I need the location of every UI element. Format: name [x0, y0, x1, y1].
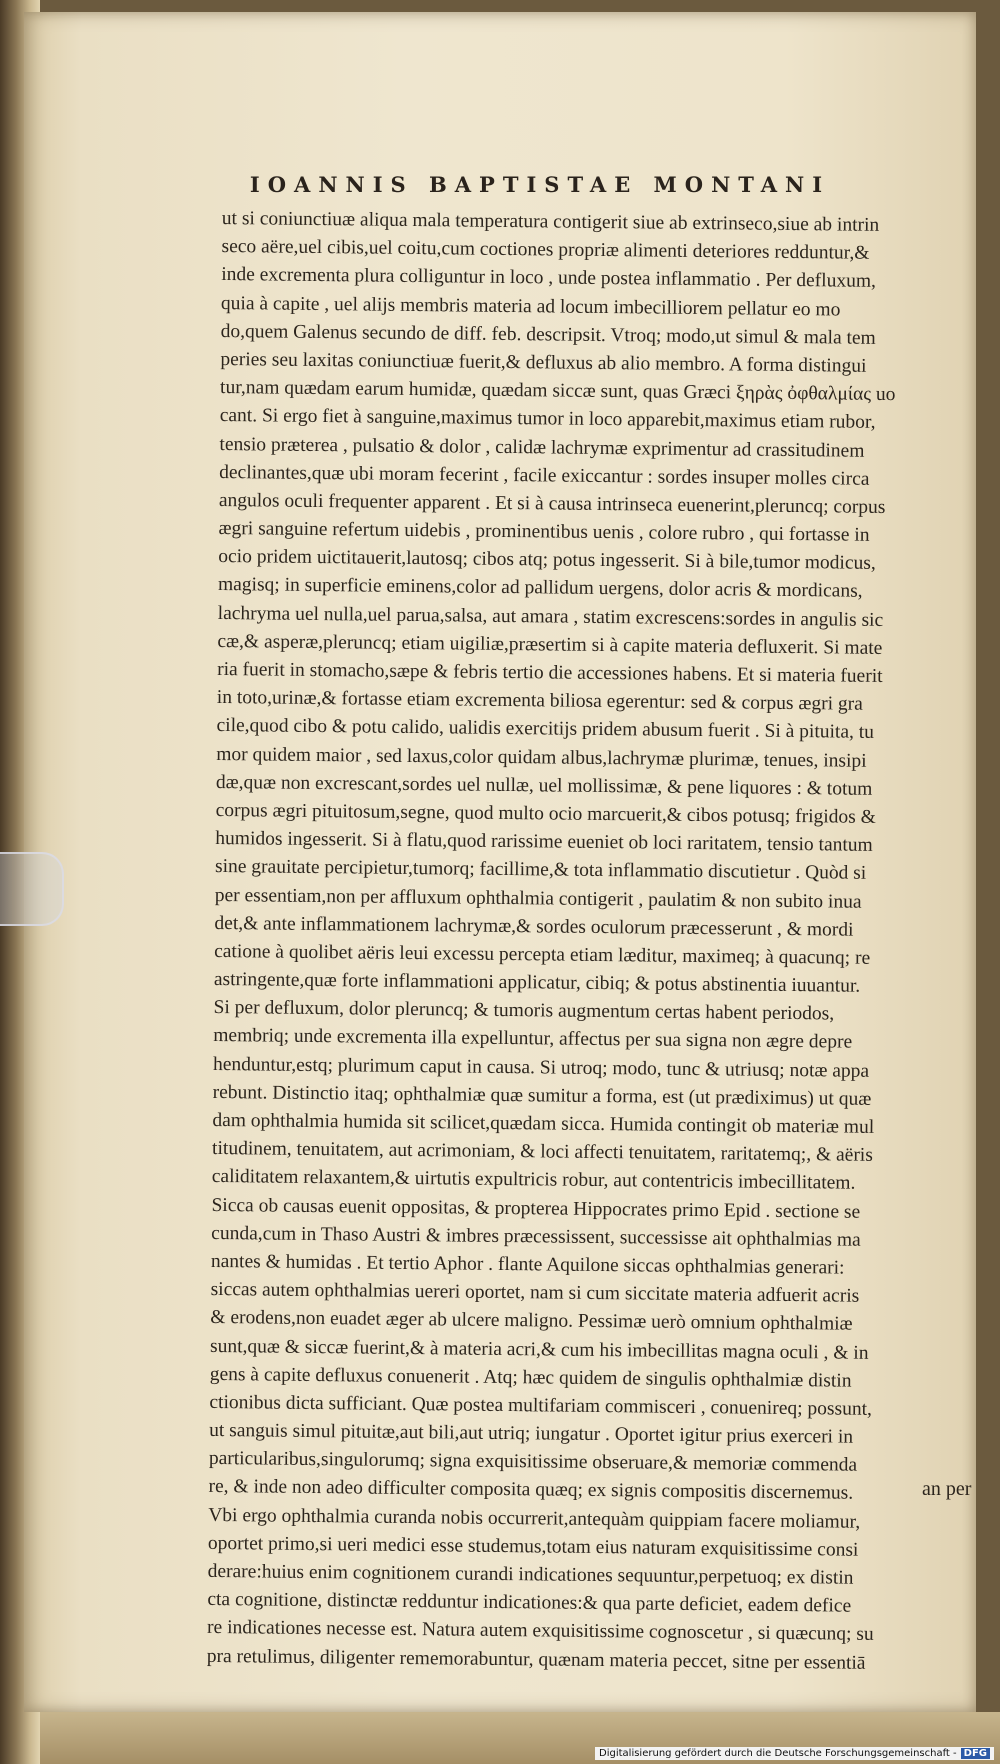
text-line: & erodens,non euadet æger ab ulcere maligno. Pessimæ uerò omnium ophthalmiæ — [210, 1307, 853, 1335]
footer-text: Digitalisierung gefördert durch die Deutsche Forschungsgemeinschaft - — [599, 1748, 957, 1759]
text-line: mor quidem maior , sed laxus,color quidam albus,lachrymæ plurimæ, tenues, insipi — [216, 743, 867, 772]
text-line: catione à quolibet aëris leui excessu percepta etiam læditur, maximeq; à quacunq; re — [214, 940, 871, 969]
text-line: gens à capite defluxus conuenerit . Atq; hæc quidem de singulis ophthalmiæ distin — [209, 1363, 852, 1392]
text-line: quia à capite , uel alijs membris materia ad locum imbecilliorem pellatur eo mo — [220, 292, 841, 321]
digitization-footer — [595, 1747, 994, 1760]
text-line: lachryma uel nulla,uel parua,salsa, aut amara , statim excrescens:sordes in angulis sic — [217, 602, 884, 631]
text-line: particularibus,singulorumq; signa exquisitissime obseruare,& memoriæ commenda — [208, 1448, 858, 1476]
text-line: dam ophthalmia humida sit scilicet,quædam sicca. Humida contingit ob materiæ mul — [212, 1109, 875, 1138]
catchword: an per — [922, 1478, 972, 1500]
text-line: angulos oculi frequenter apparent . Et si à causa intrinseca euenerint,pleruncq; corpus — [218, 489, 886, 518]
text-line: sunt,quæ & siccæ fuerint,& à materia acri,& cum his imbecillitas magna oculi , & in — [209, 1335, 869, 1364]
text-line: do,quem Galenus secundo de diff. feb. descripsit. Vtroq; modo,ut simul & mala tem — [220, 320, 876, 349]
page-clip — [0, 852, 64, 926]
text-line: re, & inde non adeo difficulter composita quæq; ex signis compositis discernemus. — [208, 1476, 854, 1505]
text-line: oportet primo,si ueri medici esse studemus,totam eius naturam exquisitissime consi — [207, 1532, 859, 1561]
text-line: pra retulimus, diligenter rememorabuntur, quænam materia peccet, sitne per essentiā — [206, 1645, 866, 1674]
text-line: nantes & humidas . Et tertio Aphor . flante Aquilone siccas ophthalmias generari: — [210, 1250, 845, 1279]
text-line: ægri sanguine refertum uidebis , prominentibus uenis , colore rubro , qui fortasse in — [218, 518, 870, 546]
text-line: ctionibus dicta sufficiant. Quæ postea multifariam commisceri , conuenireq; possunt, — [209, 1391, 873, 1420]
text-line: humidos ingesserit. Si à flatu,quod rarissime eueniet ob loci raritatem, tensio tantum — [215, 828, 873, 856]
text-line: in toto,urinæ,& fortasse etiam excrementa biliosa egerentur: sed & corpus ægri gra — [216, 687, 863, 715]
text-line: dæ,quæ non excrescant,sordes uel nullæ, uel mollissimæ, & pene liquores : & totum — [215, 771, 873, 800]
text-line: Vbi ergo ophthalmia curanda nobis occurrerit,antequàm quippiam facere moliamur, — [208, 1504, 861, 1533]
text-line: titudinem, tenuitatem, aut acrimoniam, & loci affecti tenuitatem, raritatemq;, & aëris — [212, 1138, 873, 1167]
text-line: seco aëre,uel cibis,uel coitu,cum coctiones propriæ alimenti deteriores redduntur,& — [221, 236, 870, 264]
text-line: ocio pridem uictitauerit,lautosq; cibos atq; potus ingesserit. Si à bile,tumor modicus, — [218, 546, 876, 575]
text-line: Sicca ob causas euenit oppositas, & propterea Hippocrates primo Epid . sectione se — [211, 1194, 861, 1223]
text-line: corpus ægri pituitosum,segne, quod multo ocio marcuerit,& cibos potusq; frigidos & — [215, 799, 876, 828]
text-line: Si per defluxum, dolor pleruncq; & tumoris augmentum certas habent periodos, — [213, 997, 835, 1025]
text-line: cta cognitione, distinctæ redduntur indicationes:& qua parte deficiet, eadem defice — [207, 1589, 852, 1617]
text-line: sine grauitate percipietur,tumorq; facillime,& tota inflammatio discutietur . Quòd si — [214, 856, 867, 885]
text-line: derare:huius enim cognitionem curandi indicationes sequuntur,perpetuoq; ex distin — [207, 1560, 854, 1589]
text-line: rebunt. Distinctio itaq; ophthalmiæ quæ sumitur a forma, est (ut prædiximus) ut quæ — [212, 1081, 872, 1110]
text-line: cunda,cum in Thaso Austri & imbres præcessissent, successisse ait ophthalmias ma — [211, 1222, 861, 1251]
text-line: henduntur,estq; plurimum caput in causa. Si utroq; modo, tunc & utriusq; notæ appa — [212, 1053, 870, 1082]
text-line: tensio præterea , pulsatio & dolor , calidæ lachrymæ exprimentur ad crassitudinem — [219, 433, 865, 462]
text-line: cile,quod cibo & potu calido, ualidis exercitijs pridem abusum fuerit . Si à pituita, tu — [216, 715, 875, 744]
text-line: det,& ante inflammationem lachrymæ,& sordes oculorum præcesserunt , & mordi — [214, 912, 854, 941]
running-header — [0, 172, 1000, 197]
text-line: tur,nam quædam earum humidæ, quædam siccæ sunt, quas Græci ξηρὰς ὀφθαλμίας uo — [219, 377, 896, 406]
text-line: membriq; unde excrementa illa expelluntur, affectus per sua signa non ægre depre — [213, 1025, 853, 1054]
text-line: astringente,quæ forte inflammationi applicatur, cibiq; & potus abstinentia iuuantur. — [213, 969, 861, 997]
text-line: peries seu laxitas coniunctiuæ fuerit,& defluxus ab alio membro. A forma distingui — [220, 348, 867, 377]
text-line: siccas autem ophthalmias uereri oportet, nam si cum siccitate materia adfuerit acris — [210, 1279, 860, 1307]
text-line: ut si coniunctiuæ aliqua mala temperatura contigerit siue ab extrinseco,siue ab intrin — [221, 207, 880, 236]
text-line: re indicationes necesse est. Natura autem exquisitissime cognoscetur , si quæcunq; su — [206, 1617, 874, 1646]
text-line: declinantes,quæ ubi moram fecerint , facile exiccantur : sordes insuper molles circa — [219, 461, 870, 490]
text-line: inde excrementa plura colliguntur in loco , unde postea inflammatio . Per defluxum, — [221, 264, 877, 293]
running-header-text: IOANNIS BAPTISTAE MONTANI — [249, 172, 831, 197]
text-line: caliditatem relaxantem,& uirtutis expultricis robur, aut contentricis imbecillitatem. — [211, 1166, 856, 1195]
text-line: magisq; in superficie eminens,color ad pallidum uergens, dolor acris & mordicans, — [217, 574, 863, 603]
text-line: cant. Si ergo fiet à sanguine,maximus tumor in loco apparebit,maximus etiam rubor, — [219, 405, 876, 434]
text-line: per essentiam,non per affluxum ophthalmia contigerit , paulatim & non subito inua — [214, 884, 862, 913]
body-text — [207, 205, 982, 1679]
dfg-logo: DFG — [961, 1748, 990, 1759]
text-line: cæ,& asperæ,pleruncq; etiam uigiliæ,præsertim si à capite materia defluxerit. Si mate — [217, 630, 883, 659]
text-line: ria fuerit in stomacho,sæpe & febris tertio die accessiones habens. Et si materia fuerit — [217, 658, 883, 687]
text-line: ut sanguis simul pituitæ,aut bili,aut utriq; iungatur . Oportet igitur prius exerceri in — [209, 1419, 854, 1448]
